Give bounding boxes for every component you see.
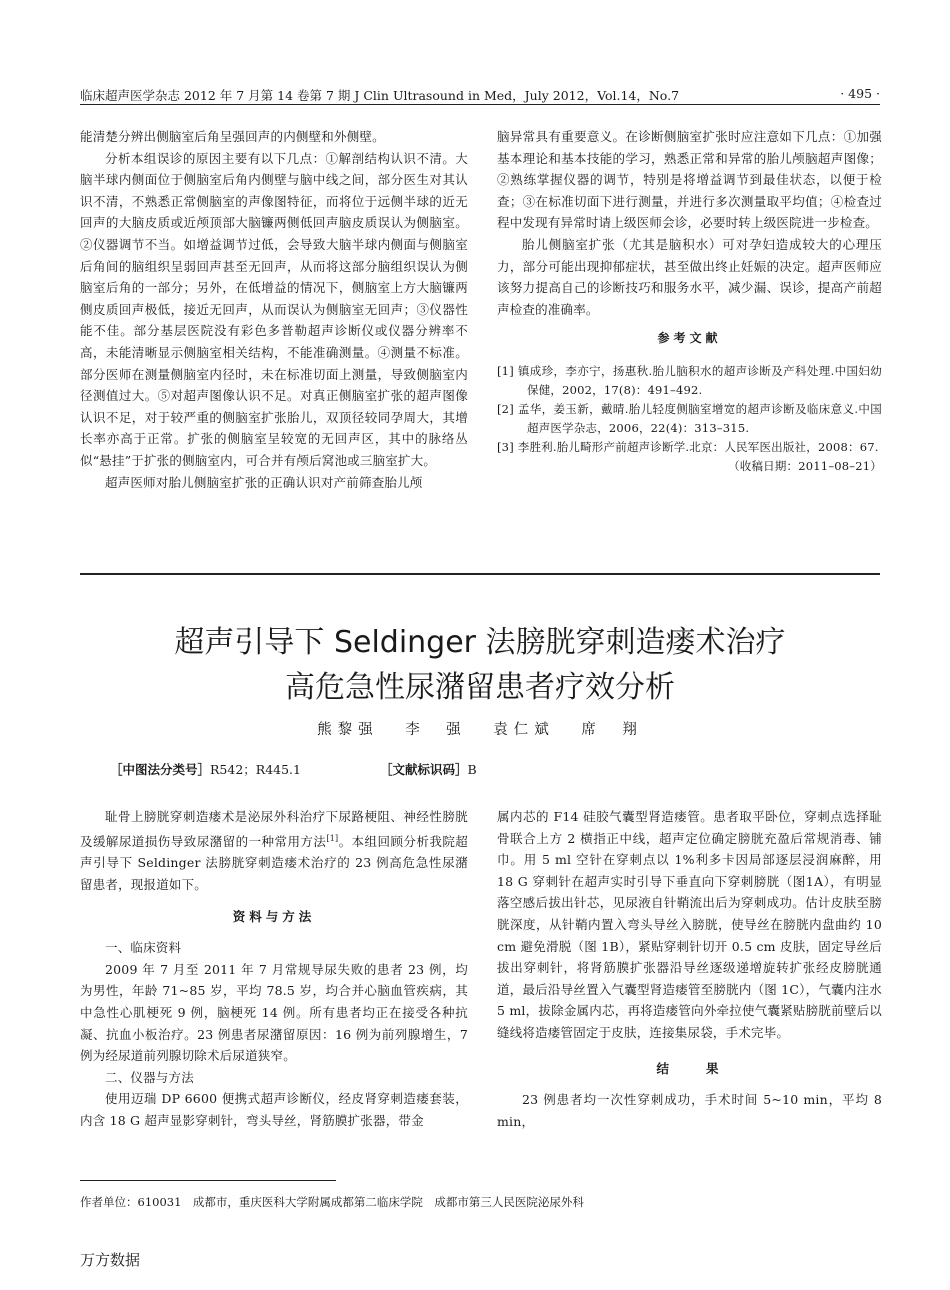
section-heading-results: 结 果 — [656, 1060, 723, 1076]
section-heading-methods: 资料与方法 — [232, 908, 316, 924]
author-affiliation-footnote: 作者单位：610031 成都市，重庆医科大学附属成都第二临床学院 成都市第三人民医院泌尿外科 — [80, 1195, 584, 1209]
methods-paragraph: 使用迈瑞 DP 6600 便携式超声诊断仪，经皮肾穿刺造瘘套装，内含 18 G 超声显影穿刺针，弯头导丝，肾筋膜扩张器，带金 — [80, 1091, 468, 1128]
journal-running-title: 临床超声医学杂志 2012 年 7 月第 14 卷第 7 期 J Clin Ultrasound in Med，July 2012，Vol.14，No.7 — [80, 88, 680, 103]
prev-article-left-column — [80, 126, 468, 493]
watermark: 万方数据 — [80, 1251, 141, 1269]
methods-paragraph-cont: 属内芯的 F14 硅胶气囊型肾造瘘管。患者取平卧位，穿刺点选择耻骨联合上方 2 横指正中线，超声定位确定膀胱充盈后常规消毒、铺巾。用 5 ml 空针在穿刺点以 1%利多卡因局部逐层浸润麻醉，用 18 G 穿刺针在超声实时引导下垂直向下穿刺膀胱（图1A），有明显落空感后拔出针芯，见尿液自针鞘流出后为穿刺成功。估计皮肤至膀胱深度，从针鞘内置入弯头导丝入膀胱，使导丝在膀胱内盘曲约 10 cm 避免滑脱（图 1B），紧贴穿刺针切开 0.5 cm 皮肤，固定导丝后拔出穿刺针，将肾筋膜扩张器沿导丝逐级递增旋转扩张经皮膀胱通道，最后沿导丝置入气囊型肾造瘘管至膀胱内（图 1C），气囊内注水 5 ml，拔除金属内芯，再将造瘘管向外牵拉使气囊紧贴膀胱前壁后以缝线将造瘘管固定于皮肤，连接集尿袋，手术完毕。 — [497, 809, 882, 1040]
intro-text: 耻骨上膀胱穿刺造瘘术是泌尿外科治疗下尿路梗阻、神经性膀胱及缓解尿道损伤导致尿潴留的一种常用方法 — [80, 809, 468, 849]
subsection-heading: 一、临床资料 — [105, 940, 182, 956]
doc-code-value: B — [467, 762, 477, 777]
intro-text-tail: 。本组回顾分析我院超声引导下 Seldinger 法膀胱穿刺造瘘术治疗的 23 例高危急性尿潴留患者，现报道如下。 — [80, 833, 468, 892]
clinical-paragraph: 2009 年 7 月至 2011 年 7 月常规导尿失败的患者 23 例，均为男性，年龄 71~85 岁，平均 78.5 岁，均合并心脑血管疾病，其中急性心肌梗死 9 例，脑梗死 14 例。所有患者均正在接受各种抗凝、抗血小板治疗。23 例患者尿潴留原因：16 例为前列腺增生，7 例为经尿道前列腺切除术后尿道狭窄。 — [80, 961, 468, 1064]
clc-number — [110, 760, 301, 778]
prev-paragraph: 脑异常具有重要意义。在诊断侧脑室扩张时应注意如下几点：①加强基本理论和基本技能的学习，熟悉正常和异常的胎儿颅脑超声图像；②熟练掌握仪器的调节，特别是将增益调节到最佳状态，以便于检查；③在标准切面下进行测量，并进行多次测量取平均值；④检查过程中发现有异常时请上级医师会诊，必要时转上级医院进一步检查。 — [497, 129, 882, 231]
author-name: 袁仁斌 — [493, 722, 555, 738]
header-rule — [80, 104, 880, 105]
article-left-column — [80, 806, 468, 1131]
intro-paragraph — [80, 806, 468, 896]
subsection-heading: 二、仪器与方法 — [105, 1069, 194, 1085]
reference-item: [1] 镇成珍，李亦宁，扬惠秋.胎儿脑积水的超声诊断及产科处理.中国妇幼保健，2002，17(8)：491–492. — [497, 363, 882, 397]
reference-item: [2] 孟华，姜玉新，戴晴.胎儿轻度侧脑室增宽的超声诊断及临床意义.中国超声医学杂志，2006，22(4)：313–315. — [497, 401, 882, 435]
article-title — [80, 620, 880, 710]
author-name: 李 强 — [405, 722, 467, 738]
author-name: 席 翔 — [581, 722, 643, 738]
prev-paragraph: 超声医师对胎儿侧脑室扩张的正确认识对产前筛查胎儿颅 — [105, 474, 423, 490]
received-date: （收稿日期：2011–08–21） — [728, 458, 882, 473]
author-name: 熊黎强 — [317, 722, 379, 738]
author-list — [80, 718, 880, 739]
prev-paragraph: 胎儿侧脑室扩张（尤其是脑积水）可对孕妇造成较大的心理压力，部分可能出现抑郁症状，甚至做出终止妊娠的决定。超声医师应该努力提高自己的诊断技巧和服务水平，减少漏、误诊，提高产前超声检查的准确率。 — [497, 236, 882, 317]
results-paragraph: 23 例患者均一次性穿刺成功，手术时间 5~10 min，平均 8 min， — [497, 1092, 882, 1129]
page-number: · 495 · — [840, 86, 880, 101]
prev-paragraph: 分析本组误诊的原因主要有以下几点：①解剖结构认识不清。大脑半球内侧面位于侧脑室后角内侧壁与脑中线之间，部分医生对其认识不清，不熟悉正常侧脑室的声像图特征，而将位于远侧半球的近无回声的大脑皮质或近颅顶部大脑镰两侧低回声脑皮质误认为侧脑室。②仪器调节不当。如增益调节过低，会导致大脑半球内侧面与侧脑室后角间的脑组织呈弱回声甚至无回声，从而将这部分脑组织误认为侧脑室后角的一部分；另外，在低增益的情况下，侧脑室上方大脑镰两侧皮质回声极低，接近无回声，从而误认为侧脑室无回声；③仪器性能不佳。部分基层医院没有彩色多普勒超声诊断仪或仪器分辨率不高，未能清晰显示侧脑室相关结构，不能准确测量。④测量不标准。部分医师在测量侧脑室内径时，未在标准切面上测量，导致侧脑室内径测值过大。⑤对超声图像认识不足。对真正侧脑室扩张的超声图像认识不足，对于较严重的侧脑室扩张胎儿，双顶径较同孕周大，其增长率亦高于正常。扩张的侧脑室呈较宽的无回声区，其中的脉络丛似“悬挂”于扩张的侧脑室内，可合并有颅后窝池或三脑室扩大。 — [80, 150, 468, 468]
doc-code-label: ［文献标识码］ — [380, 762, 468, 777]
running-header — [80, 86, 880, 104]
article-divider — [80, 573, 880, 575]
document-code — [380, 760, 477, 778]
prev-paragraph: 能清楚分辨出侧脑室后角呈强回声的内侧壁和外侧壁。 — [80, 129, 385, 144]
clc-label: ［中图法分类号］ — [110, 762, 211, 777]
article-right-column — [497, 806, 882, 1132]
footnote-rule — [80, 1180, 336, 1181]
reference-item: [3] 李胜利.胎儿畸形产前超声诊断学.北京：人民军医出版社，2008：67. — [497, 439, 879, 454]
references-heading: 参考文献 — [657, 331, 722, 346]
article-title-line: 高危急性尿潴留患者疗效分析 — [285, 670, 675, 705]
article-title-line: 超声引导下 Seldinger 法膀胱穿刺造瘘术治疗 — [174, 625, 786, 660]
citation: [1] — [326, 833, 339, 843]
clc-value: R542；R445.1 — [210, 762, 301, 777]
prev-article-right-column — [497, 126, 882, 476]
